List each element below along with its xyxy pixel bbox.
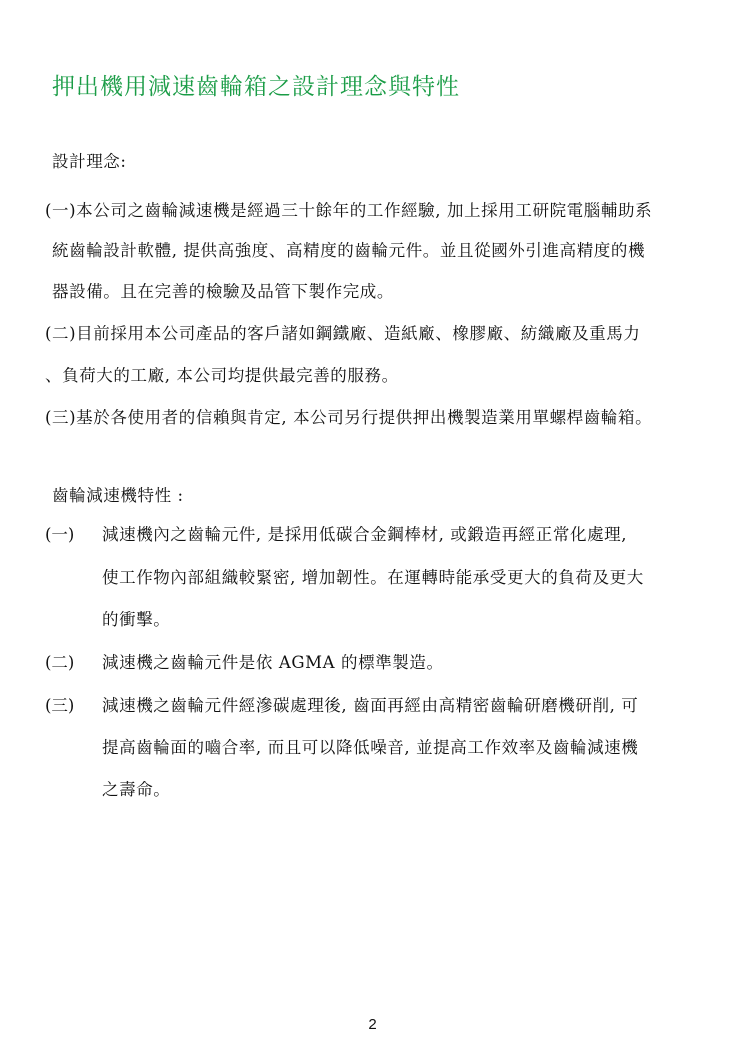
- design-p2-line1: (二)目前採用本公司產品的客戶諸如鋼鐵廠、造紙廠、橡膠廠、紡織廠及重馬力: [45, 324, 641, 343]
- design-p1-line1: (一)本公司之齒輪減速機是經過三十餘年的工作經驗, 加上採用工研院電腦輔助系: [45, 201, 653, 220]
- feature-3-line1: 減速機之齒輪元件經滲碳處理後, 齒面再經由高精密齒輪研磨機研削, 可: [102, 696, 639, 715]
- feature-3-line3: 之壽命。: [102, 780, 171, 799]
- feature-2-line1: 減速機之齒輪元件是依 AGMA 的標準製造。: [102, 653, 444, 672]
- feature-3-number: (三): [45, 696, 75, 715]
- design-p3-line1: (三)基於各使用者的信賴與肯定, 本公司另行提供押出機製造業用單螺桿齒輪箱。: [45, 408, 653, 427]
- design-heading: 設計理念:: [52, 152, 127, 171]
- design-p2-line2: 、負荷大的工廠, 本公司均提供最完善的服務。: [45, 366, 399, 385]
- page-title: 押出機用減速齒輪箱之設計理念與特性: [52, 74, 460, 100]
- feature-1-number: (一): [45, 525, 75, 544]
- feature-1-line1: 減速機內之齒輪元件, 是採用低碳合金鋼棒材, 或鍛造再經正常化處理,: [102, 525, 628, 544]
- design-p1-line2: 統齒輪設計軟體, 提供高強度、高精度的齒輪元件。並且從國外引進高精度的機: [52, 241, 646, 260]
- features-heading: 齒輪減速機特性 :: [52, 486, 184, 505]
- feature-3-line2: 提高齒輪面的嚙合率, 而且可以降低噪音, 並提高工作效率及齒輪減速機: [102, 738, 639, 757]
- feature-1-line3: 的衝擊。: [102, 610, 171, 629]
- feature-2-number: (二): [45, 653, 75, 672]
- page-number: 2: [368, 1016, 377, 1033]
- design-p1-line3: 器設備。且在完善的檢驗及品管下製作完成。: [52, 282, 394, 301]
- feature-1-line2: 使工作物內部組織較緊密, 增加韌性。在運轉時能承受更大的負荷及更大: [102, 568, 644, 587]
